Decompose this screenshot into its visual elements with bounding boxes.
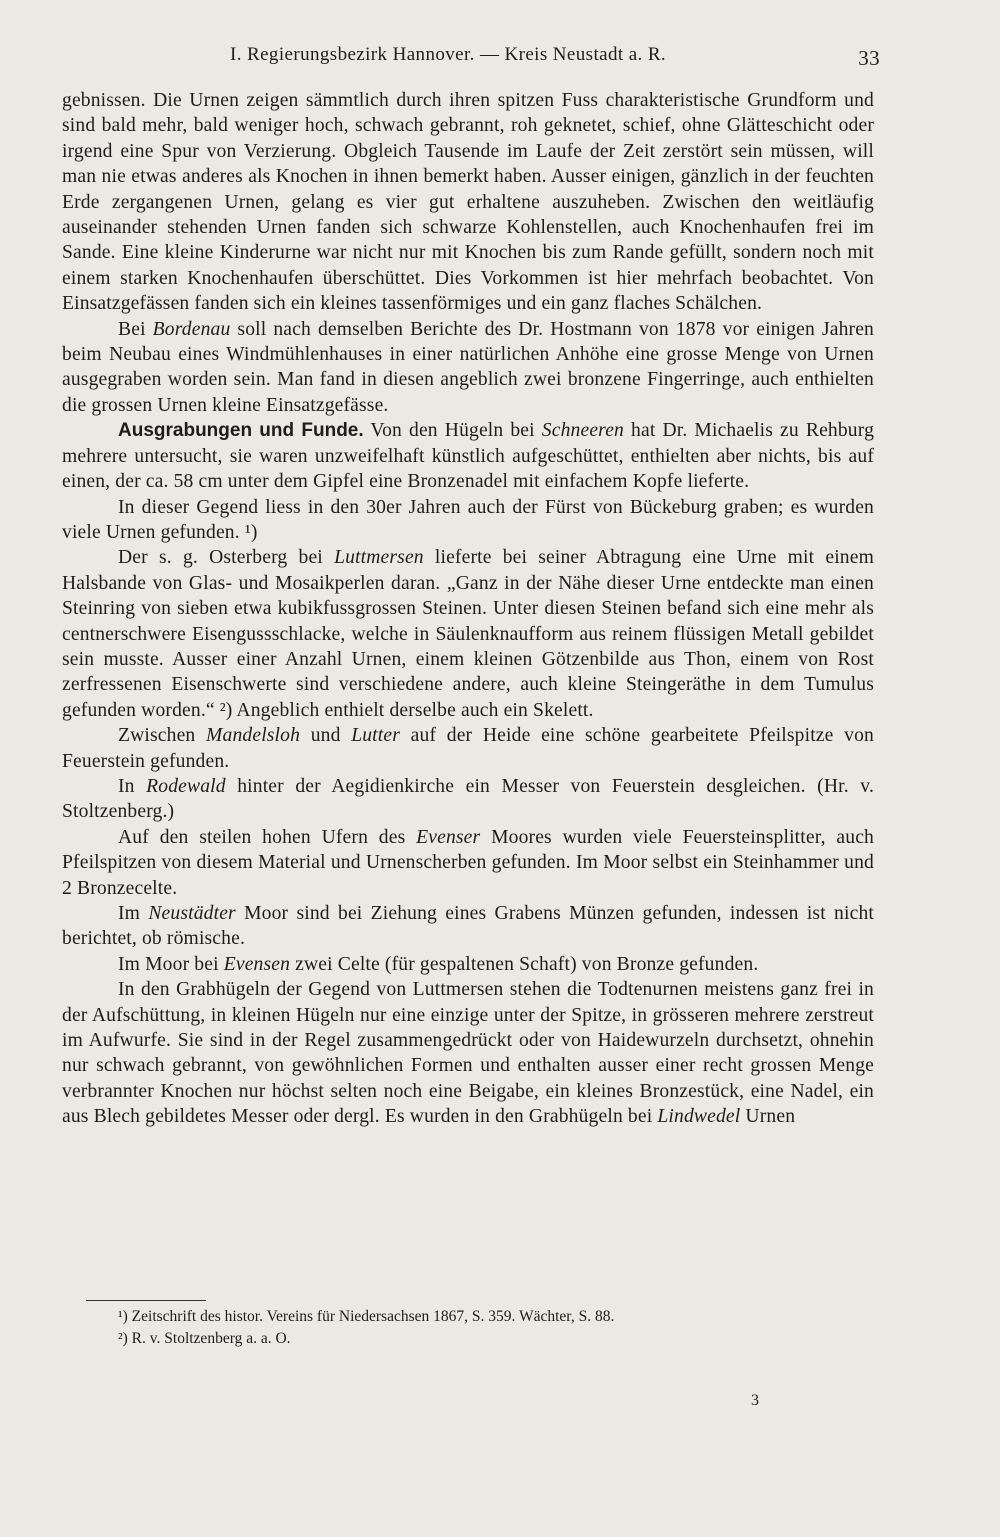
place-name: Mandelsloh	[206, 725, 301, 747]
paragraph-11: In den Grabhügeln der Gegend von Luttmersen stehen die Todtenurnen meistens ganz frei in der Aufschüttung, in kleinen Hügeln nur eine einzige unter der Spitze, in grösseren mehrere zerstreut im Aufwurfe. Sie sind in der Regel zusammengedrückt oder von Haidewurzeln durchsetzt, ohnehin nur schwach gebrannt, von gewöhnlichen Formen und enthalten ausser einer recht grossen Menge verbrannter Knochen nur höchst selten noch eine Beigabe, ein kleines Bronzestück, eine Nadel, ein aus Blech gebildetes Messer oder dergl. Es wurden in den Grabhügeln bei Lindwedel Urnen	[62, 979, 874, 1128]
paragraph-1: gebnissen. Die Urnen zeigen sämmtlich durch ihren spitzen Fuss charakteristische Grundform und sind bald mehr, bald weniger hoch, schwach gebrannt, roh geknetet, schief, ohne Glätteschicht oder irgend eine Spur von Verzierung. Obgleich Tausende im Laufe der Zeit zerstört sein müssen, will man nie etwas anderes als Knochen in ihnen bemerkt haben. Ausser einigen, gänzlich in der feuchten Erde zergangenen Urnen, gelang es vier gut erhaltene auszuheben. Zwischen den weitläufig auseinander stehenden Urnen fanden sich schwarze Kohlenstellen, auch Knochenhaufen frei im Sande. Eine kleine Kinderurne war nicht nur mit Knochen bis zum Rande gefüllt, sondern noch mit einem starken Knochenhaufen überschüttet. Dies Vorkommen ist hier mehrfach beobachtet. Von Einsatzgefässen fanden sich ein kleines tassenförmiges und ein ganz flaches Schälchen.	[62, 90, 874, 315]
place-name: Evenser	[416, 826, 481, 848]
footnote-2: ²) R. v. Stoltzenberg a. a. O.	[118, 1330, 291, 1347]
header-title: I. Regierungsbezirk Hannover. — Kreis Neustadt a. R.	[230, 44, 667, 65]
page-number: 33	[858, 46, 880, 70]
place-name: Schneeren	[541, 420, 625, 442]
paragraph-8: Auf den steilen hohen Ufern des Evenser Moores wurden viele Feuersteinsplitter, auch Pfeilspitzen von diesem Material und Urnenscherben gefunden. Im Moor selbst ein Steinhammer und 2 Bronzecelte.	[62, 826, 874, 899]
place-name: Luttmersen	[334, 547, 424, 569]
body-text	[62, 88, 874, 1130]
paragraph-9: Im Neustädter Moor sind bei Ziehung eines Grabens Münzen gefunden, indessen ist nicht berichtet, ob römische.	[62, 903, 874, 950]
footnotes	[118, 1306, 818, 1350]
paragraph-10: Im Moor bei Evensen zwei Celte (für gespaltenen Schaft) von Bronze gefunden.	[118, 953, 759, 975]
paragraph-2: Bei Bordenau soll nach demselben Berichte des Dr. Hostmann von 1878 vor einigen Jahren beim Neubau eines Windmühlenhauses in einer natürlichen Anhöhe eine grosse Menge von Urnen ausgegraben worden sein. Man fand in diesen angeblich zwei bronzene Fingerringe, auch enthielten die grossen Urnen kleine Einsatzgefässe.	[62, 318, 874, 416]
footnote-1: ¹) Zeitschrift des histor. Vereins für Niedersachsen 1867, S. 359. Wächter, S. 88.	[118, 1308, 615, 1325]
section-heading: Ausgrabungen und Funde.	[118, 420, 364, 442]
paragraph-5: Der s. g. Osterberg bei Luttmersen lieferte bei seiner Abtragung eine Urne mit einem Halsbande von Glas- und Mosaikperlen daran. „Ganz in der Nähe dieser Urne entdeckte man einen Steinring von sieben etwa kubikfussgrossen Steinen. Unter diesen Steinen befand sich eine mehr als centnerschwere Eisengussschlacke, welche in Säulenknaufform aus reinem flüssigen Metall gebildet sein musste. Ausser einer Anzahl Urnen, einem kleinen Götzenbilde aus Thon, einem von Rost zerfressenen Eisenschwerte sind verschiedene andere, auch kleine Steingeräthe in dem Tumulus gefunden worden.“ ²) Angeblich enthielt derselbe auch ein Skelett.	[62, 547, 874, 721]
running-header	[62, 38, 880, 68]
footnote-rule	[86, 1300, 206, 1301]
place-name: Rodewald	[146, 775, 226, 797]
place-name: Evensen	[223, 953, 291, 975]
place-name: Lindwedel	[657, 1106, 741, 1128]
place-name: Neustädter	[148, 903, 236, 924]
place-name: Bordenau	[152, 318, 231, 340]
paragraph-7: In Rodewald hinter der Aegidienkirche ein Messer von Feuerstein desgleichen. (Hr. v. Stoltzenberg.)	[62, 775, 875, 823]
signature-mark: 3	[751, 1392, 759, 1409]
paragraph-3: Ausgrabungen und Funde. Von den Hügeln bei Schneeren hat Dr. Michaelis zu Rehburg mehrere untersucht, sie waren unzweifelhaft künstlich aufgeschüttet, enthielten aber nichts, bis auf einen, der ca. 58 cm unter dem Gipfel eine Bronzenadel mit einfachem Kopfe lieferte.	[62, 420, 875, 493]
paragraph-4: In dieser Gegend liess in den 30er Jahren auch der Fürst von Bückeburg graben; es wurden viele Urnen gefunden. ¹)	[62, 496, 874, 543]
place-name: Lutter	[351, 725, 400, 747]
paragraph-6: Zwischen Mandelsloh und Lutter auf der Heide eine schöne gearbeitete Pfeilspitze von Feuerstein gefunden.	[62, 725, 874, 772]
